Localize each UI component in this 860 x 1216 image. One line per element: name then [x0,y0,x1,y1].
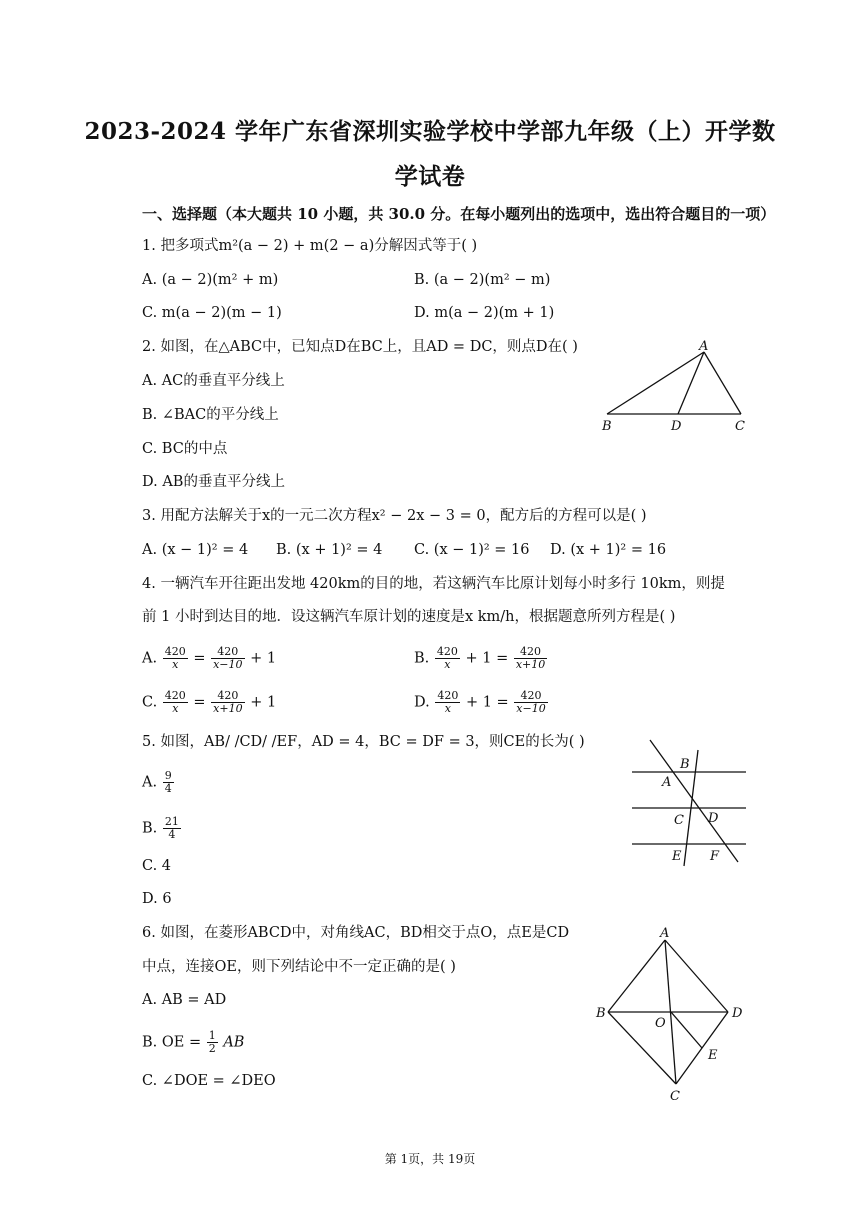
q6-option-c: C. ∠DOE = ∠DEO [142,1073,276,1089]
q6-label-b: B [596,1006,606,1021]
q5-option-c: C. 4 [142,858,172,874]
q6-label-o: O [655,1016,666,1031]
q6-label-a: A [660,926,670,941]
q1-option-b: B. (a − 2)(m² − m) [414,272,551,288]
q6-label-e: E [708,1048,718,1063]
q1-option-d: D. m(a − 2)(m + 1) [414,305,555,321]
q5-option-d: D. 6 [142,891,172,907]
q3-option-b: B. (x + 1)² = 4 [276,542,383,558]
q2-option-d: D. AB的垂直平分线上 [142,474,285,490]
q5-option-a: A. $\frac{9}{4}$ [142,769,172,795]
q5-stem: 5. 如图，AB/ /CD/ /EF，AD = 4，BC = DF = 3，则CE的长为( ) [142,734,585,750]
exam-title-line1: 2023-2024 学年广东省深圳实验学校中学部九年级（上）开学数 [84,118,776,145]
q5-label-f: F [710,849,720,864]
q2-stem: 2. 如图，在△ABC中，已知点D在BC上，且AD = DC，则点D在( ) [142,339,578,355]
q2-option-a: A. AC的垂直平分线上 [142,373,285,389]
q6-label-c: C [670,1089,680,1104]
q3-stem: 3. 用配方法解关于x的一元二次方程x² − 2x − 3 = 0，配方后的方程可以是( ) [142,508,647,524]
q5-label-c: C [674,813,684,828]
q6-rhombus-figure [592,922,752,1104]
q5-label-d: D [708,811,719,826]
q1-option-a: A. (a − 2)(m² + m) [142,272,279,288]
q2-option-c: C. BC的中点 [142,441,228,457]
q4-stem-line1: 4. 一辆汽车开往距出发地 420km的目的地，若这辆汽车比原计划每小时多行 10km，则提 [142,576,725,592]
q4-stem-line2: 前 1 小时到达目的地．设这辆汽车原计划的速度是x km/h，根据题意所列方程是( ) [142,609,676,625]
exam-title-line2: 学试卷 [394,163,466,190]
q3-option-a: A. (x − 1)² = 4 [142,542,249,558]
q6-option-b: B. OE = $\frac{1}{2}$ AB [142,1029,245,1055]
q4-option-b: B. $\frac{420}{x}$ + 1 = $\frac{420}{x+10}$ [414,645,546,671]
section-heading: 一、选择题（本大题共 10 小题，共 30.0 分。在每小题列出的选项中，选出符合题目的一项） [142,205,776,223]
q6-stem-line2: 中点，连接OE，则下列结论中不一定正确的是( ) [142,959,456,975]
q6-label-d: D [732,1006,743,1021]
q5-parallel-lines-figure [628,734,750,868]
q5-option-b: B. $\frac{21}{4}$ [142,815,179,841]
q2-label-b: B [602,419,612,434]
q5-label-e: E [672,849,682,864]
q6-option-a: A. AB = AD [142,992,227,1008]
q2-label-a: A [699,339,709,354]
q1-option-c: C. m(a − 2)(m − 1) [142,305,282,321]
q4-option-a: A. $\frac{420}{x}$ = $\frac{420}{x-10}$ + 1 [142,645,277,671]
q2-label-d: D [671,419,682,434]
q2-option-b: B. ∠BAC的平分线上 [142,407,279,423]
q5-label-b: B [680,757,690,772]
q6-stem-line1: 6. 如图，在菱形ABCD中，对角线AC，BD相交于点O，点E是CD [142,925,570,941]
page-footer: 第 1页，共 19页 [384,1152,476,1166]
q3-option-d: D. (x + 1)² = 16 [550,542,667,558]
q4-option-c: C. $\frac{420}{x}$ = $\frac{420}{x+10}$ + 1 [142,689,277,715]
q4-option-d: D. $\frac{420}{x}$ + 1 = $\frac{420}{x-10}$ [414,689,546,715]
q2-triangle-figure [598,338,758,438]
q5-label-a: A [662,775,672,790]
q1-stem: 1. 把多项式m²(a − 2) + m(2 − a)分解因式等于( ) [142,238,478,254]
q2-label-c: C [735,419,745,434]
q3-option-c: C. (x − 1)² = 16 [414,542,530,558]
